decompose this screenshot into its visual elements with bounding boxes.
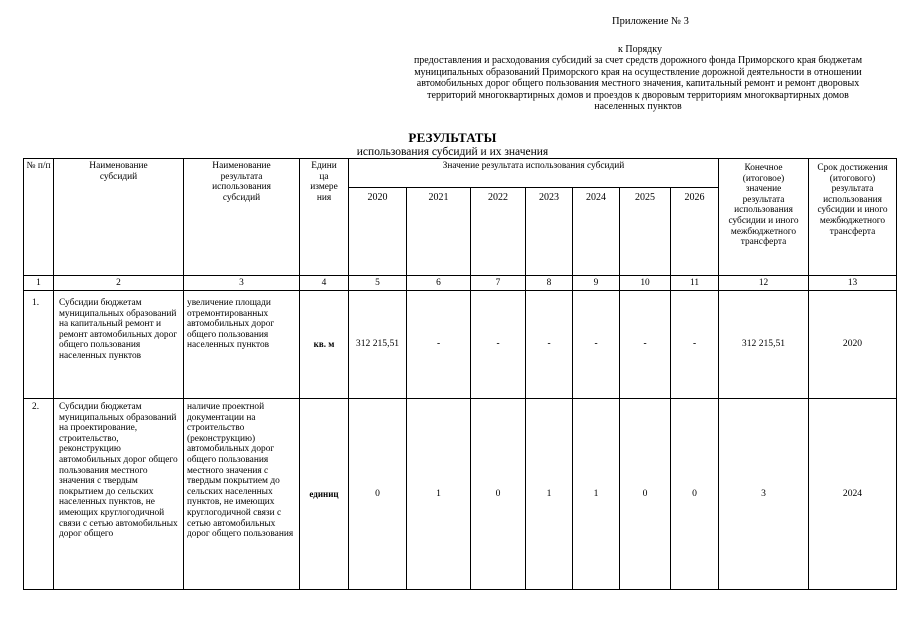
row-2-subsidy: Субсидии бюджетам муниципальных образований на проектирование, строительство, реконструкцию автомобильных дорог общего пользования местного значения с твердым покрытием до сельских населенных пунктов, не имеющих круглогодичной связи с сетью автомобильных дорог общего [59,402,178,540]
col-number: 9 [593,278,599,288]
col-number: 1 [36,278,41,288]
header-year-2020: 2020 [367,193,388,203]
row-2-value-2023: 1 [546,487,552,499]
header-unit: Едини ца измере ния [310,161,338,203]
header-num: № п/п [26,161,51,171]
col-number: 10 [640,278,650,288]
row-1-value-2023: - [547,339,551,350]
row-2-num: 2. [32,402,40,412]
order-description: предоставления и расходования субсидий за счет средств дорожного фонда Приморского края бюджетам муниципальных образований Приморского края на осуществление дорожной деятельности в отношении автомобильных дорог общего пользования местного значения, капитальный ремонт и ремонт дворовых территорий многоквартирных домов и проездов к дворовым территориям многоквартирных домов населенных пунктов [413,55,863,113]
header-year-2022: 2022 [488,193,508,203]
row-1-num: 1. [32,298,40,308]
row-1-value-2021: - [436,339,441,350]
row-2-final-value: 3 [761,487,766,499]
header-values-group: Значение результата использования субсидий [442,161,625,171]
row-2-deadline: 2024 [842,487,863,499]
row-2-value-2024: 1 [593,487,599,499]
row-2-value-2021: 1 [436,487,441,499]
col-number: 3 [239,278,244,288]
header-deadline: Срок достижения (итогового) результата использования субсидии и иного межбюджетного трансферта [817,163,888,237]
header-year-2025: 2025 [635,193,655,203]
header-year-2026: 2026 [684,193,705,203]
row-1-value-2026: - [692,339,697,350]
header-year-2021: 2021 [428,193,449,203]
row-1-value-2024: - [594,339,598,350]
row-2-unit: единиц [309,488,339,499]
row-1-value-2022: - [496,339,500,350]
row-2-result: наличие проектной документации на строительство (реконструкцию) автомобильных дорог общего пользования местного значения с твердым покрытием до сельских населенных пунктов, не имеющих круглогодичной связи с сетью автомобильных дорог общего пользования [187,402,294,540]
col-number: 6 [436,278,441,288]
header-year-2023: 2023 [539,193,559,203]
appendix-label: Приложение № 3 [612,16,689,27]
row-1-value-2020: 312 215,51 [355,338,400,350]
row-2-value-2020: 0 [375,487,380,499]
col-number: 4 [321,278,327,288]
document-subtitle: использования субсидий и их значения [356,146,549,158]
row-1-subsidy: Субсидии бюджетам муниципальных образований на капитальный ремонт и ремонт автомобильных дорог общего пользования населенных пунктов [59,298,178,361]
col-number: 7 [495,278,501,288]
col-number: 12 [758,278,769,288]
row-1-result: увеличение площади отремонтированных автомобильных дорог общего пользования населенных пунктов [187,298,275,351]
col-number: 13 [847,278,858,288]
header-year-2024: 2024 [586,193,606,203]
row-2-value-2022: 0 [495,487,501,499]
header-subsidy: Наименование субсидий [89,161,148,182]
row-1-deadline: 2020 [842,338,863,350]
row-2-value-2026: 0 [692,487,697,499]
row-2-value-2025: 0 [642,487,648,499]
col-number: 8 [546,278,552,288]
row-1-final-value: 312 215,51 [741,338,786,350]
row-1-unit: кв. м [313,339,335,350]
header-final-value: Конечное (итоговое) значение результата использования субсидии и иного межбюджетного трансферта [728,163,799,248]
to-order-label: к Порядку [618,44,662,55]
document-title: РЕЗУЛЬТАТЫ [408,130,497,145]
header-result: Наименование результата использования субсидий [212,161,271,203]
col-number: 5 [375,278,380,288]
col-number: 11 [689,278,700,288]
col-number: 2 [116,278,121,288]
row-1-value-2025: - [643,339,647,350]
